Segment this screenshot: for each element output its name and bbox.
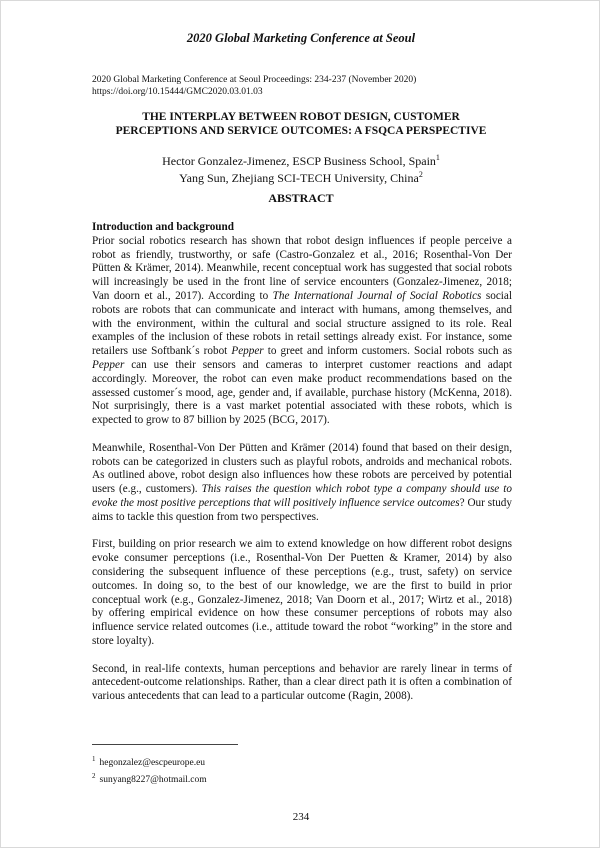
author-2: [1, 168, 600, 185]
p1-journal-title: The International Journal of Social Robotics: [272, 289, 482, 302]
footnote-2-mark: 2: [92, 772, 96, 781]
footnote-1-email[interactable]: hegonzalez@escpeurope.eu: [99, 758, 206, 769]
author-1: [1, 151, 600, 168]
p2-text-b: ? Our study aims to tackle this question from two perspectives.: [92, 496, 512, 523]
p1-pepper-2: Pepper: [92, 358, 125, 371]
author-2-mark: 2: [418, 170, 423, 179]
p1-text-a: Prior social robotics research has shown that robot design influences if people perceive a robot as friendly, trustworthy, or safe (Castro-Gonzalez et al., 2016; Rosenthal-Von Der Pütten & Krämer, 2014). Meanwhile, recent conceptual work has suggested that social robots will increasingly be used in the front line of service encounters (Gonzalez-Jimenez, 2018; Van doorn et al., 2017). According to: [92, 234, 512, 302]
p2-text-a: Meanwhile, Rosenthal-Von Der Pütten and Krämer (2014) found that based on their design, robots can be categorized in clusters such as playful robots, androids and mechanical robots. As outlined above, robot design also influences how these robots are perceived by potential users (e.g., customers).: [92, 441, 512, 496]
footnotes: [92, 753, 207, 787]
abstract-body: [92, 221, 512, 718]
author-1-mark: 1: [435, 153, 440, 162]
section-heading: Introduction and background: [92, 221, 234, 233]
paragraph-2: [92, 442, 512, 525]
p1-pepper-1: Pepper: [231, 345, 264, 358]
page-number: 234: [292, 811, 310, 823]
paragraph-4: Second, in real-life contexts, human perceptions and behavior are rarely linear in terms of antecedent-outcome relationships. Rather, than a clear direct path it is often a combination of various antecedents that can lead to a particular outcome (Ragin, 2008).: [92, 662, 512, 703]
author-list: [1, 151, 600, 185]
paragraph-3: First, building on prior research we aim to extend knowledge on how different robot designs evoke consumer perceptions (i.e., Rosenthal-Von Der Puetten & Kramer, 2014) by also considering the subsequent influence of these perceptions (e.g., trust, safety) on service outcomes. In doing so, to the best of our knowledge, we are the first to build in prior conceptual work (e.g., Gonzalez-Jimenez, 2018; Van Doorn et al., 2017; Wirtz et al., 2018) by offering empirical evidence on how these consumer perceptions of robots may also influence service related outcomes (i.e., attitude toward the robot “working” in the store and store loyalty).: [92, 538, 512, 647]
p1-text-b: social robots are robots that can communicate and interact with humans, among themselves, and with the environment, within the cultural and social structure assigned to its role. Real examples of the inclusion of these robots in retail settings already exist. For instance, some retailers use Softbank´s robot: [92, 289, 512, 358]
title-line-2: PERCEPTIONS AND SERVICE OUTCOMES: A FSQCA PERSPECTIVE: [115, 125, 487, 137]
proceedings-info: [92, 75, 416, 98]
p1-text-d: can use their sensors and cameras to interpret customer reactions and adapt accordingly. Moreover, the robot can even make product recommendations based on the assessed customer´s mood, age, gender and, if available, purchase history (McKenna, 2018). Not surprisingly, there is a vast market potential associated with these robots, which is expected to grow to 87 billion by 2025 (BCG, 2017).: [92, 358, 512, 427]
footnote-2: [92, 770, 207, 787]
proceedings-citation: 2020 Global Marketing Conference at Seoul Proceedings: 234-237 (November 2020): [92, 75, 417, 85]
paragraph-1: [92, 235, 512, 428]
p1-text-c: to greet and inform customers. Social robots such as: [263, 345, 512, 358]
footnote-2-email[interactable]: sunyang8227@hotmail.com: [99, 775, 207, 786]
running-head: 2020 Global Marketing Conference at Seoul: [186, 31, 416, 45]
author-1-name: Hector Gonzalez-Jimenez, ESCP Business School, Spain: [162, 154, 436, 168]
paper-title: [1, 110, 600, 138]
footnote-1: [92, 753, 207, 770]
footnote-rule: [92, 744, 238, 745]
p2-research-question: This raises the question which robot type a company should use to evoke the most positive perceptions that will positively influence service outcomes: [92, 483, 512, 509]
abstract-heading: ABSTRACT: [268, 191, 334, 205]
doi-link[interactable]: https://doi.org/10.15444/GMC2020.03.01.03: [92, 86, 263, 97]
title-line-1: THE INTERPLAY BETWEEN ROBOT DESIGN, CUSTOMER: [142, 111, 460, 123]
author-2-name: Yang Sun, Zhejiang SCI-TECH University, China: [179, 171, 419, 185]
footnote-1-mark: 1: [92, 755, 96, 763]
